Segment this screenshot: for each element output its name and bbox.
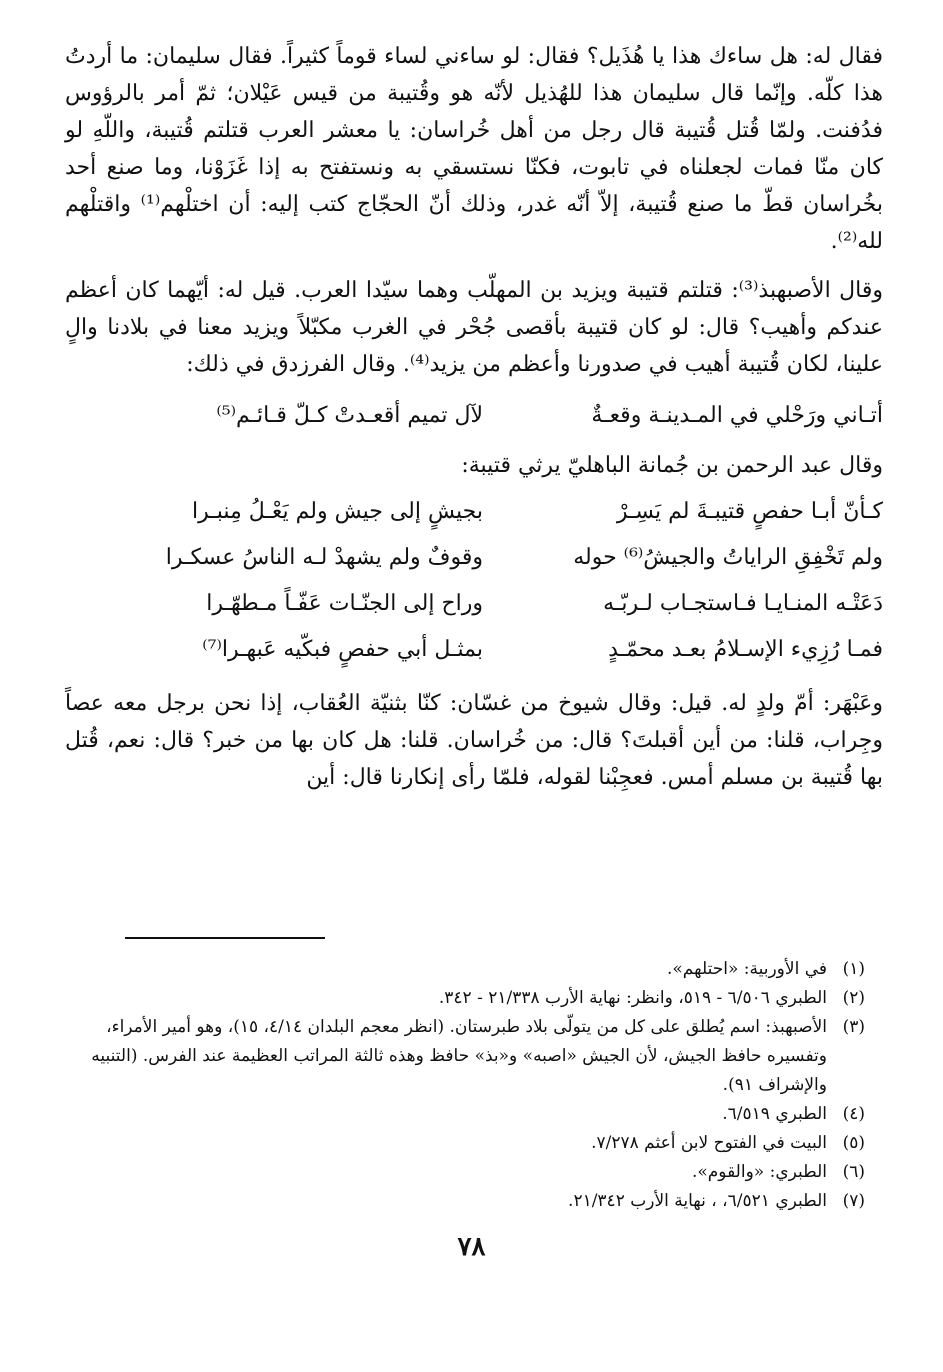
footnote-text: الطبري ٦/٥٢١، ، نهاية الأرب ٢١/٣٤٢. [568, 1191, 827, 1211]
verse-hemistich-first: كـأنّ أبـا حفصٍ قتيبـةَ لم يَسِـرْ [616, 499, 883, 524]
footnote-text: في الأوربية: «احتلهم». [667, 959, 827, 979]
verse-hemistich-second: وقوفٌ ولم يشهدْ لـه الناسُ عسكـرا [165, 545, 483, 570]
main-text [65, 38, 883, 796]
verse-farazdaq [65, 393, 883, 439]
footnote-separator [125, 937, 325, 939]
footnote [65, 1187, 865, 1216]
verse-hemistich-first: دَعَتْـه المنـايـا فـاستجـاب لـربّـه [603, 591, 883, 616]
verse-line [65, 489, 883, 535]
paragraph-2: وقال الأصبهبذ⁽³⁾: قتلتم قتيبة ويزيد بن المهلّب وهما سيّدا العرب. قيل له: أيّهما كان أعظم عندكم وأهيب؟ قال: لو كان قتيبة بأقصى جُحْر في الغرب مكبّلاً ويزيد معنا في بلادنا والٍ علينا، لكان قُتيبة أهيب في صدورنا وأعظم من يزيد⁽⁴⁾. وقال الفرزدق في ذلك: [65, 278, 883, 377]
paragraph-1: فقال له: هل ساءك هذا يا هُذَيل؟ فقال: لو ساءني لساء قوماً كثيراً. فقال سليمان: ما أردتُ هذا كلّه. وإنّما قال سليمان هذا للهُذيل لأنّه هو وقُتيبة من قيس عَيْلان؛ ثمّ أمر بالرؤوس فدُفنت. ولمّا قُتل قُتيبة قال رجل من أهل خُراسان: يا معشر العرب قتلتم قُتيبة، واللّهِ لو كان منّا فمات لجعلناه في تابوت، فكنّا نستسقي به ونستفتح به إذا غَزَوْنا، وما صنع أحد بخُراسان قطّ ما صنع قُتيبة، إلاّ أنّه غدر، وذلك أنّ الحجّاج كتب إليه: أن اختلْهم⁽¹⁾ واقتلْهم لله⁽²⁾. [65, 44, 883, 254]
footnote-text: الطبري ٦/٥٠٦ - ٥١٩، وانظر: نهاية الأرب ٢١/٣٣٨ - ٣٤٢. [438, 988, 827, 1008]
verse-hemistich-second: بجيشٍ إلى جيش ولم يَعْـلُ مِنبـرا [192, 499, 483, 524]
footnote [65, 1013, 865, 1100]
verse-hemistich-second: بمثـل أبي حفصٍ فبكّيه عَبهـرا⁽⁷⁾ [202, 637, 483, 662]
footnote [65, 955, 865, 984]
page-number: ٧٨ [457, 1232, 486, 1262]
verse-line [65, 535, 883, 581]
footnote-text: البيت في الفتوح لابن أعثم ٧/٢٧٨. [591, 1133, 827, 1153]
footnote-number: (٥) [842, 1133, 865, 1153]
verse-hemistich-first: ولم تَخْفِقِ الراياتُ والجيشُ⁽⁶⁾ حوله [573, 545, 883, 570]
footnote-number: (٦) [842, 1162, 865, 1182]
verse-hemistich-first: أتـاني ورَحْلي في المـدينـة وقعـةٌ [591, 403, 883, 428]
verse-intro: وقال عبد الرحمن بن جُمانة الباهليّ يرثي قتيبة: [461, 453, 883, 478]
footnote-text: الطبري: «والقوم». [691, 1162, 827, 1182]
verse-hemistich-second: وراح إلى الجنّـات عَفّـاً مـطهّـرا [206, 591, 483, 616]
footnote-number: (٢) [842, 988, 865, 1008]
footnote-text: الطبري ٦/٥١٩. [722, 1104, 827, 1124]
paragraph-3: وعَبْهَر: أمّ ولدٍ له. قيل: وقال شيوخ من غسّان: كنّا بثنيّة العُقاب، إذا نحن برجل معه عصاً وجِراب، قلنا: من أين أقبلتَ؟ قال: من خُراسان. قلنا: هل كان بها من خبر؟ قال: نعم، قُتل بها قُتيبة بن مسلم أمس. فعجِبْنا لقوله، فلمّا رأى إنكارنا قال: أين [65, 691, 883, 790]
verse-line [65, 627, 883, 673]
verse-hemistich-first: فمـا رُزِيء الإسـلامُ بعـد محمّـدٍ [608, 637, 883, 662]
footnote-text: الأصبهبذ: اسم يُطلق على كل من يتولّى بلاد طبرستان. (انظر معجم البلدان ٤/١٤، ١٥)، وهو أمير الأمراء، وتفسيره حافظ الجيش، لأن الجيش «اصبه» و«بذ» حافظ وهذه ثالثة المراتب العظيمة عند الفرس. (التنبيه والإشراف ٩١). [91, 1017, 827, 1095]
footnote [65, 1129, 865, 1158]
footnote-number: (٧) [842, 1191, 865, 1211]
footnote [65, 1158, 865, 1187]
footnote [65, 1100, 865, 1129]
footnote [65, 984, 865, 1013]
footnote-number: (١) [842, 959, 865, 979]
verse-hemistich-second: لآل تميم أقعـدتْ كـلّ قـائـم⁽⁵⁾ [216, 403, 483, 428]
footnote-number: (٤) [842, 1104, 865, 1124]
footnote-number: (٣) [842, 1017, 865, 1037]
footnotes-list [65, 955, 865, 1216]
verse-line [65, 581, 883, 627]
